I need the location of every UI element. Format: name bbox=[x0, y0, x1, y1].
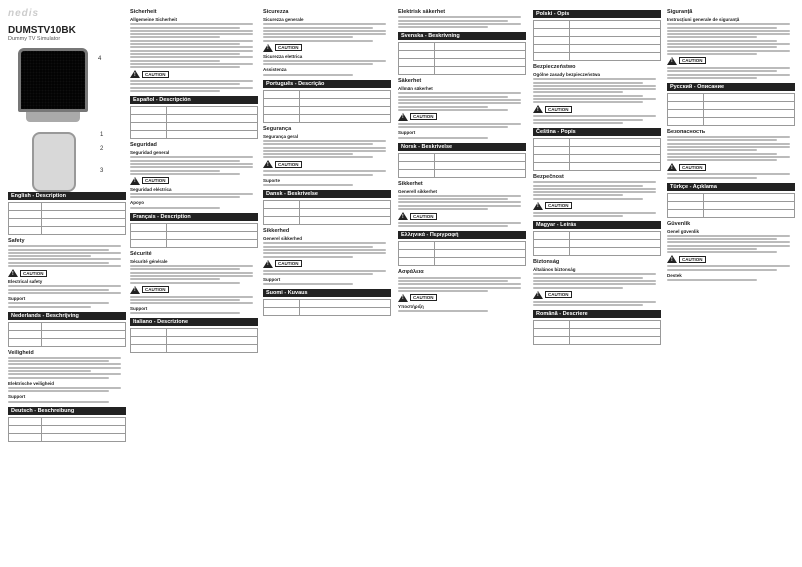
section-subtitle: Destek bbox=[667, 272, 682, 278]
caution-label: CAUTION bbox=[545, 202, 572, 209]
section-heading: Français - Description bbox=[130, 213, 258, 221]
column-1 bbox=[8, 6, 126, 562]
warning-icon bbox=[130, 177, 140, 185]
section-heading: Čeština - Popis bbox=[533, 128, 661, 136]
section-subtitle: Allmän säkerhet bbox=[398, 86, 433, 92]
section-heading: English - Description bbox=[8, 192, 126, 200]
warning-icon bbox=[8, 269, 18, 277]
section-title: Ασφάλεια bbox=[398, 269, 424, 276]
section-subtitle: Segurança geral bbox=[263, 133, 299, 139]
section-title: Säkerhet bbox=[398, 78, 422, 85]
section-title: Sicurezza bbox=[263, 9, 289, 15]
section-subtitle: Suporte bbox=[263, 177, 281, 183]
section-subtitle: Seguridad eléctrica bbox=[130, 186, 172, 192]
section-title: Sécurité bbox=[130, 250, 152, 257]
device-stand-image bbox=[26, 112, 80, 122]
section-subtitle: Általános biztonság bbox=[533, 267, 576, 273]
section-title: Sikkerhet bbox=[398, 180, 423, 187]
section-heading: Română - Descriere bbox=[533, 310, 661, 318]
model-number: DUMSTV10BK bbox=[8, 25, 76, 36]
section-title: Seguridad bbox=[130, 142, 157, 149]
product-subtitle: Dummy TV Simulator bbox=[8, 36, 61, 42]
section-subtitle: Support bbox=[263, 276, 281, 282]
caution-label: CAUTION bbox=[275, 260, 302, 267]
warning-icon bbox=[398, 113, 408, 121]
section-heading: Dansk - Beskrivelse bbox=[263, 190, 391, 198]
section-title: Electrical safety bbox=[8, 279, 43, 285]
callout-3: 3 bbox=[100, 168, 104, 174]
section-subtitle: Generell sikkerhet bbox=[398, 188, 438, 194]
warning-icon bbox=[667, 255, 677, 263]
section-heading: Magyar - Leírás bbox=[533, 221, 661, 229]
section-heading: Türkçe - Açıklama bbox=[667, 183, 795, 191]
device-front-image bbox=[18, 48, 88, 112]
caution-label: CAUTION bbox=[275, 44, 302, 51]
section-heading: Pусский - Описание bbox=[667, 83, 795, 91]
section-heading: Nederlands - Beschrijving bbox=[8, 312, 126, 320]
section-heading: Ελληνικά - Περιγραφή bbox=[398, 231, 526, 239]
warning-icon bbox=[533, 291, 543, 299]
section-title: Elektrisk säkerhet bbox=[398, 9, 446, 15]
column-2 bbox=[130, 6, 258, 562]
section-title: Sicherheit bbox=[130, 9, 157, 15]
section-title: Support bbox=[8, 295, 26, 301]
column-4 bbox=[398, 6, 526, 562]
warning-icon bbox=[667, 57, 677, 65]
warning-icon bbox=[263, 260, 273, 268]
device-side-image bbox=[32, 132, 76, 192]
section-heading: Italiano - Descrizione bbox=[130, 318, 258, 326]
section-title: Безопасность bbox=[667, 128, 706, 135]
caution-label: CAUTION bbox=[142, 71, 169, 78]
caution-box: ! CAUTION bbox=[8, 269, 126, 277]
section-subtitle: Sécurité générale bbox=[130, 258, 168, 264]
section-heading: Español - Descripción bbox=[130, 96, 258, 104]
section-heading: Deutsch - Beschreibung bbox=[8, 407, 126, 415]
section-heading: Polski - Opis bbox=[533, 10, 661, 18]
caution-label: CAUTION bbox=[545, 106, 572, 113]
warning-icon bbox=[398, 212, 408, 220]
section-title: Bezpečnost bbox=[533, 173, 564, 180]
column-5 bbox=[533, 6, 661, 562]
column-3 bbox=[263, 6, 391, 562]
section-title: Biztonság bbox=[533, 259, 560, 266]
caution-label: CAUTION bbox=[679, 256, 706, 263]
section-title: Safety bbox=[8, 238, 25, 244]
callout-4: 4 bbox=[98, 56, 102, 62]
section-subtitle: Ogólne zasady bezpieczeństwa bbox=[533, 72, 601, 77]
warning-icon bbox=[130, 70, 140, 78]
warning-icon bbox=[263, 44, 273, 52]
section-heading: Português - Descrição bbox=[263, 80, 391, 88]
section-subtitle: Sicurezza generale bbox=[263, 17, 304, 22]
section-subtitle: Assistenza bbox=[263, 67, 287, 73]
caution-label: CAUTION bbox=[545, 291, 572, 298]
section-subtitle: Generel sikkerhed bbox=[263, 236, 303, 242]
section-title: Siguranță bbox=[667, 9, 693, 15]
column-6 bbox=[667, 6, 795, 562]
section-title: Veiligheid bbox=[8, 349, 34, 356]
section-title: Güvenlik bbox=[667, 220, 691, 227]
callout-2: 2 bbox=[100, 146, 104, 152]
warning-icon bbox=[263, 160, 273, 168]
section-heading: Svenska - Beskrivning bbox=[398, 32, 526, 40]
section-title: Segurança bbox=[263, 125, 292, 132]
warning-icon bbox=[398, 294, 408, 302]
caution-label: CAUTION bbox=[679, 57, 706, 64]
section-subtitle: Υποστήριξη bbox=[398, 303, 424, 309]
spec-table bbox=[8, 202, 126, 235]
caution-label: CAUTION bbox=[679, 164, 706, 171]
section-subtitle: Instrucțiuni generale de siguranță bbox=[667, 17, 740, 22]
section-subtitle: Seguridad general bbox=[130, 150, 170, 156]
section-subtitle: Allgemeine Sicherheit bbox=[130, 17, 178, 22]
caution-label: CAUTION bbox=[410, 213, 437, 220]
section-title: Bezpieczeństwo bbox=[533, 64, 576, 70]
caution-label: CAUTION bbox=[142, 177, 169, 184]
brand-logo: nedis bbox=[8, 8, 40, 19]
product-illustration bbox=[18, 48, 126, 188]
section-subtitle: Support bbox=[130, 306, 148, 312]
section-title: Sikkerhed bbox=[263, 228, 290, 235]
warning-icon bbox=[533, 202, 543, 210]
section-subtitle: Sicurezza elettrica bbox=[263, 53, 303, 59]
caution-label: CAUTION bbox=[142, 286, 169, 293]
warning-icon bbox=[533, 105, 543, 113]
caution-label: CAUTION bbox=[410, 113, 437, 120]
section-subtitle: Support bbox=[398, 130, 416, 136]
caution-label: CAUTION bbox=[410, 294, 437, 301]
caution-label: CAUTION bbox=[275, 161, 302, 168]
section-title: Elektrische veiligheid bbox=[8, 380, 55, 386]
warning-icon bbox=[130, 286, 140, 294]
section-subtitle: Genel güvenlik bbox=[667, 228, 700, 234]
callout-1: 1 bbox=[100, 132, 104, 138]
section-heading: Norsk - Beskrivelse bbox=[398, 143, 526, 151]
section-subtitle: Apoyo bbox=[130, 200, 144, 206]
warning-icon bbox=[667, 163, 677, 171]
section-title: Support bbox=[8, 394, 26, 400]
section-heading: Suomi - Kuvaus bbox=[263, 289, 391, 297]
